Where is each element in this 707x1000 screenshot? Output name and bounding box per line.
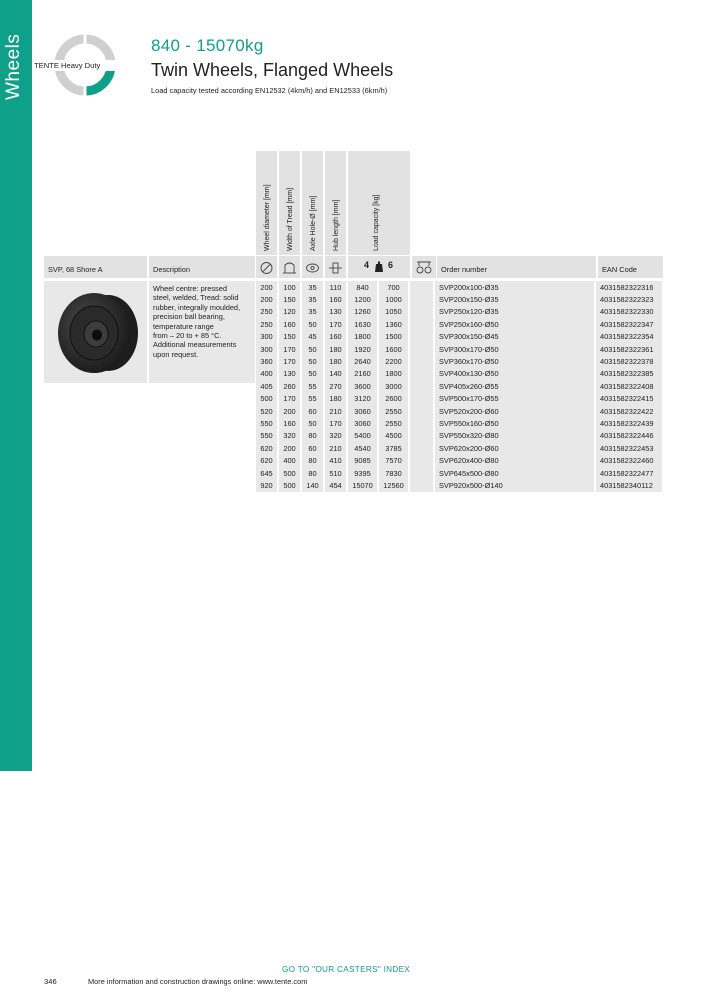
description-line: Wheel centre: pressed [153, 284, 227, 293]
cell-wheel-diameter: 645 [256, 467, 279, 479]
cell-order-number: SVP200x100-Ø35 [435, 281, 596, 293]
cell-load-6kmh: 1600 [379, 343, 410, 355]
load-capacity-speed-header [348, 256, 410, 278]
table-row [256, 405, 662, 417]
cell-caster [410, 417, 435, 429]
cell-order-number: SVP500x170-Ø55 [435, 393, 596, 405]
cell-hub-length: 180 [325, 343, 348, 355]
header-description: Description [149, 256, 255, 278]
cell-hub-length: 160 [325, 293, 348, 305]
cell-caster [410, 405, 435, 417]
cell-ean-code: 4031582322323 [596, 293, 662, 305]
header-axle-hole: Axle Hole-Ø [mm] [302, 151, 323, 255]
cell-tread-width: 160 [279, 417, 302, 429]
cell-axle-hole: 50 [302, 417, 325, 429]
cell-order-number: SVP620x200-Ø60 [435, 442, 596, 454]
table-row [256, 393, 662, 405]
cell-axle-hole: 50 [302, 368, 325, 380]
cell-wheel-diameter: 550 [256, 430, 279, 442]
cell-tread-width: 150 [279, 331, 302, 343]
cell-order-number: SVP620x400-Ø80 [435, 454, 596, 466]
cell-tread-width: 170 [279, 355, 302, 367]
cell-axle-hole: 35 [302, 281, 325, 293]
page-title: Twin Wheels, Flanged Wheels [151, 60, 394, 80]
cell-axle-hole: 80 [302, 467, 325, 479]
cell-wheel-diameter: 550 [256, 417, 279, 429]
cell-order-number: SVP550x320-Ø80 [435, 430, 596, 442]
cell-load-6kmh: 2200 [379, 355, 410, 367]
cell-load-4kmh: 4540 [348, 442, 379, 454]
description-line: rubber, integrally moulded, [153, 302, 241, 312]
cell-hub-length: 170 [325, 318, 348, 330]
tread-width-icon [279, 256, 300, 278]
cell-axle-hole: 50 [302, 355, 325, 367]
cell-tread-width: 200 [279, 442, 302, 454]
header-order-number: Order number [437, 256, 596, 278]
cell-axle-hole: 140 [302, 479, 325, 491]
cell-tread-width: 100 [279, 281, 302, 293]
cell-hub-length: 410 [325, 454, 348, 466]
cell-caster [410, 331, 435, 343]
description-line: Additional measurements [153, 340, 237, 350]
cell-axle-hole: 50 [302, 343, 325, 355]
cell-ean-code: 4031582322460 [596, 454, 662, 466]
cell-wheel-diameter: 405 [256, 380, 279, 392]
cell-axle-hole: 80 [302, 454, 325, 466]
cell-axle-hole: 55 [302, 380, 325, 392]
cell-load-6kmh: 1050 [379, 306, 410, 318]
cell-load-4kmh: 1920 [348, 343, 379, 355]
cell-hub-length: 210 [325, 442, 348, 454]
cell-caster [410, 293, 435, 305]
header-load-capacity: Load capacity [kg] [348, 151, 410, 255]
cell-wheel-diameter: 620 [256, 454, 279, 466]
cell-caster [410, 380, 435, 392]
cell-wheel-diameter: 300 [256, 343, 279, 355]
header-product: SVP, 68 Shore A [44, 256, 147, 278]
cell-tread-width: 400 [279, 454, 302, 466]
cell-axle-hole: 60 [302, 442, 325, 454]
cell-load-4kmh: 3060 [348, 405, 379, 417]
cell-axle-hole: 55 [302, 393, 325, 405]
cell-hub-length: 180 [325, 355, 348, 367]
cell-ean-code: 4031582322408 [596, 380, 662, 392]
cell-load-6kmh: 3000 [379, 380, 410, 392]
cell-load-4kmh: 5400 [348, 430, 379, 442]
cell-axle-hole: 35 [302, 293, 325, 305]
cell-order-number: SVP645x500-Ø80 [435, 467, 596, 479]
header-wheel-diameter: Wheel diameter [mm] [256, 151, 277, 255]
page-number: 346 [44, 977, 57, 986]
cell-wheel-diameter: 920 [256, 479, 279, 491]
cell-caster [410, 355, 435, 367]
cell-wheel-diameter: 250 [256, 318, 279, 330]
cell-caster [410, 479, 435, 491]
table-row [256, 281, 662, 293]
cell-axle-hole: 50 [302, 318, 325, 330]
cell-load-6kmh: 4500 [379, 430, 410, 442]
table-row [256, 430, 662, 442]
cell-load-6kmh: 1000 [379, 293, 410, 305]
product-description [149, 281, 255, 383]
cell-load-4kmh: 9395 [348, 467, 379, 479]
diameter-icon [256, 256, 277, 278]
speed-4-label: 4 [364, 260, 370, 270]
cell-load-6kmh: 2600 [379, 393, 410, 405]
cell-ean-code: 4031582322330 [596, 306, 662, 318]
casters-index-link[interactable]: GO TO "OUR CASTERS" INDEX [282, 965, 411, 974]
cell-hub-length: 140 [325, 368, 348, 380]
cell-caster [410, 318, 435, 330]
page-subtitle: Load capacity tested according EN12532 (4km/h) and EN12533 (6km/h) [151, 86, 388, 95]
cell-hub-length: 160 [325, 331, 348, 343]
cell-tread-width: 200 [279, 405, 302, 417]
cell-ean-code: 4031582322439 [596, 417, 662, 429]
table-row [256, 331, 662, 343]
cell-hub-length: 210 [325, 405, 348, 417]
cell-axle-hole: 80 [302, 430, 325, 442]
cell-order-number: SVP400x130-Ø50 [435, 368, 596, 380]
cell-load-4kmh: 1200 [348, 293, 379, 305]
cell-wheel-diameter: 620 [256, 442, 279, 454]
table-row [256, 479, 662, 491]
cell-wheel-diameter: 300 [256, 331, 279, 343]
cell-caster [410, 368, 435, 380]
cell-load-6kmh: 2550 [379, 417, 410, 429]
caster-icon [412, 256, 436, 278]
cell-axle-hole: 45 [302, 331, 325, 343]
cell-ean-code: 4031582322453 [596, 442, 662, 454]
cell-caster [410, 467, 435, 479]
cell-load-6kmh: 7830 [379, 467, 410, 479]
cell-caster [410, 442, 435, 454]
cell-ean-code: 4031582322422 [596, 405, 662, 417]
table-row [256, 380, 662, 392]
cell-tread-width: 170 [279, 343, 302, 355]
cell-caster [410, 281, 435, 293]
product-image [44, 281, 147, 383]
cell-load-4kmh: 2160 [348, 368, 379, 380]
cell-ean-code: 4031582322378 [596, 355, 662, 367]
cell-wheel-diameter: 500 [256, 393, 279, 405]
cell-wheel-diameter: 520 [256, 405, 279, 417]
cell-tread-width: 160 [279, 318, 302, 330]
cell-hub-length: 320 [325, 430, 348, 442]
cell-hub-length: 510 [325, 467, 348, 479]
table-row [256, 467, 662, 479]
cell-tread-width: 500 [279, 467, 302, 479]
cell-load-4kmh: 3060 [348, 417, 379, 429]
sidebar-label: Wheels [3, 33, 24, 100]
table-row [256, 442, 662, 454]
footer-info: More information and construction drawings online: www.tente.com [88, 977, 308, 986]
description-line: upon request. [153, 349, 199, 359]
cell-wheel-diameter: 400 [256, 368, 279, 380]
cell-ean-code: 4031582322477 [596, 467, 662, 479]
cell-load-4kmh: 15070 [348, 479, 379, 491]
header-tread-width: Width of Tread [mm] [279, 151, 300, 255]
hub-length-icon [325, 256, 346, 278]
cell-order-number: SVP405x260-Ø55 [435, 380, 596, 392]
table-row [256, 293, 662, 305]
cell-load-4kmh: 1800 [348, 331, 379, 343]
cell-caster [410, 306, 435, 318]
description-line: steel, welded, Tread: solid [153, 293, 239, 303]
logo-text: TENTE Heavy Duty [32, 60, 116, 71]
cell-tread-width: 170 [279, 393, 302, 405]
cell-tread-width: 500 [279, 479, 302, 491]
cell-wheel-diameter: 200 [256, 281, 279, 293]
cell-load-4kmh: 1260 [348, 306, 379, 318]
cell-tread-width: 150 [279, 293, 302, 305]
table-row [256, 454, 662, 466]
speed-6-label: 6 [388, 260, 394, 270]
cell-order-number: SVP550x160-Ø50 [435, 417, 596, 429]
cell-hub-length: 454 [325, 479, 348, 491]
header-ean-code: EAN Code [598, 256, 663, 278]
cell-tread-width: 320 [279, 430, 302, 442]
cell-ean-code: 4031582322354 [596, 331, 662, 343]
cell-load-4kmh: 2640 [348, 355, 379, 367]
cell-tread-width: 260 [279, 380, 302, 392]
cell-ean-code: 4031582340112 [596, 479, 662, 491]
twin-wheel-icon [44, 281, 147, 383]
weight-icon [374, 261, 384, 273]
cell-load-4kmh: 1630 [348, 318, 379, 330]
description-line: from – 20 to + 85 °C. [153, 331, 222, 341]
cell-wheel-diameter: 200 [256, 293, 279, 305]
cell-order-number: SVP300x170-Ø50 [435, 343, 596, 355]
cell-order-number: SVP360x170-Ø50 [435, 355, 596, 367]
table-row [256, 318, 662, 330]
cell-caster [410, 343, 435, 355]
cell-hub-length: 110 [325, 281, 348, 293]
cell-load-6kmh: 12560 [379, 479, 410, 491]
cell-load-6kmh: 1360 [379, 318, 410, 330]
cell-load-4kmh: 840 [348, 281, 379, 293]
load-range-title: 840 - 15070kg [151, 36, 264, 55]
cell-order-number: SVP200x150-Ø35 [435, 293, 596, 305]
cell-load-6kmh: 1800 [379, 368, 410, 380]
description-line: precision ball bearing, [153, 312, 225, 322]
cell-caster [410, 430, 435, 442]
axle-hole-icon [302, 256, 323, 278]
header-hub-length: Hub length [mm] [325, 151, 346, 255]
cell-load-6kmh: 1500 [379, 331, 410, 343]
cell-ean-code: 4031582322415 [596, 393, 662, 405]
sidebar-band [0, 0, 32, 771]
cell-ean-code: 4031582322316 [596, 281, 662, 293]
cell-hub-length: 270 [325, 380, 348, 392]
cell-load-4kmh: 3120 [348, 393, 379, 405]
cell-order-number: SVP300x150-Ø45 [435, 331, 596, 343]
table-row [256, 343, 662, 355]
cell-wheel-diameter: 250 [256, 306, 279, 318]
table-row [256, 368, 662, 380]
cell-load-6kmh: 700 [379, 281, 410, 293]
cell-tread-width: 130 [279, 368, 302, 380]
cell-tread-width: 120 [279, 306, 302, 318]
cell-ean-code: 4031582322385 [596, 368, 662, 380]
product-table [256, 281, 662, 492]
cell-ean-code: 4031582322446 [596, 430, 662, 442]
cell-caster [410, 393, 435, 405]
cell-wheel-diameter: 360 [256, 355, 279, 367]
description-line: temperature range [153, 321, 214, 331]
cell-caster [410, 454, 435, 466]
cell-axle-hole: 60 [302, 405, 325, 417]
cell-order-number: SVP920x500-Ø140 [435, 479, 596, 491]
cell-order-number: SVP250x160-Ø50 [435, 318, 596, 330]
cell-ean-code: 4031582322347 [596, 318, 662, 330]
cell-order-number: SVP250x120-Ø35 [435, 306, 596, 318]
table-row [256, 355, 662, 367]
cell-hub-length: 170 [325, 417, 348, 429]
cell-ean-code: 4031582322361 [596, 343, 662, 355]
cell-axle-hole: 35 [302, 306, 325, 318]
cell-load-4kmh: 3600 [348, 380, 379, 392]
cell-hub-length: 130 [325, 306, 348, 318]
cell-hub-length: 180 [325, 393, 348, 405]
cell-load-6kmh: 2550 [379, 405, 410, 417]
cell-order-number: SVP520x200-Ø60 [435, 405, 596, 417]
cell-load-6kmh: 7570 [379, 454, 410, 466]
cell-load-6kmh: 3785 [379, 442, 410, 454]
cell-load-4kmh: 9085 [348, 454, 379, 466]
table-row [256, 306, 662, 318]
table-row [256, 417, 662, 429]
